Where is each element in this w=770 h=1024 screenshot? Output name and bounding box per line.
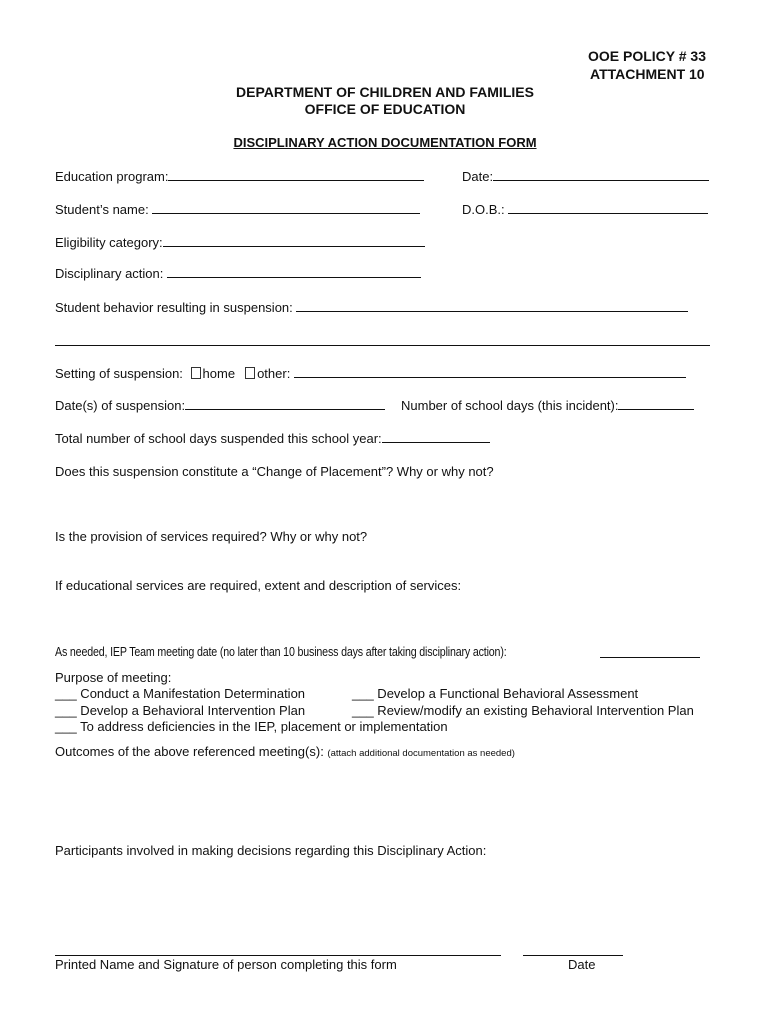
purpose-heading: Purpose of meeting: xyxy=(55,670,172,685)
home-label: home xyxy=(202,366,236,381)
purpose-option[interactable]: ___ Develop a Behavioral Intervention Plan xyxy=(55,703,306,718)
purpose-option[interactable]: ___ Develop a Functional Behavioral Assessment xyxy=(352,686,639,701)
setting-label: Setting of suspension: xyxy=(55,366,187,381)
date-field[interactable] xyxy=(462,169,709,184)
outcomes-field xyxy=(55,744,515,759)
dates-suspension-blank[interactable] xyxy=(185,398,385,410)
participants-label: Participants involved in making decisions regarding this Disciplinary Action: xyxy=(55,843,487,858)
num-days-field[interactable] xyxy=(401,398,694,413)
disciplinary-action-blank[interactable] xyxy=(167,266,421,278)
iep-meeting-field[interactable] xyxy=(55,644,606,659)
other-checkbox[interactable] xyxy=(245,367,255,379)
home-checkbox[interactable] xyxy=(191,367,201,379)
services-question: If educational services are required, extent and description of services: xyxy=(55,578,462,593)
education-program-blank[interactable] xyxy=(168,169,424,181)
eligibility-blank[interactable] xyxy=(163,235,425,247)
date-blank[interactable] xyxy=(493,169,709,181)
signature-date-line[interactable] xyxy=(523,955,623,956)
behavior-continuation-line[interactable] xyxy=(55,345,710,346)
signature-date-label: Date xyxy=(568,957,596,972)
total-days-field[interactable] xyxy=(55,431,490,446)
purpose-option[interactable]: ___ Conduct a Manifestation Determination xyxy=(55,686,306,701)
provision-question: Is the provision of services required? Why or why not? xyxy=(55,529,368,544)
outcomes-label: Outcomes of the above referenced meeting(s): xyxy=(55,744,328,759)
dates-suspension-field[interactable] xyxy=(55,398,385,413)
policy-number: OOE POLICY # 33 xyxy=(588,48,707,64)
education-program-label: Education program: xyxy=(55,169,169,184)
signature-label: Printed Name and Signature of person completing this form xyxy=(55,957,397,972)
eligibility-field[interactable] xyxy=(55,235,425,250)
iep-meeting-label: As needed, IEP Team meeting date (no later than 10 business days after taking disciplinary action): xyxy=(55,644,507,659)
disciplinary-action-label: Disciplinary action: xyxy=(55,266,167,281)
dob-field[interactable] xyxy=(462,202,708,217)
signature-line[interactable] xyxy=(55,955,501,956)
attachment-number: ATTACHMENT 10 xyxy=(590,66,705,82)
student-name-field[interactable] xyxy=(55,202,420,217)
behavior-field[interactable] xyxy=(55,300,688,315)
total-days-label: Total number of school days suspended this school year: xyxy=(55,431,382,446)
dob-blank[interactable] xyxy=(508,202,708,214)
student-name-blank[interactable] xyxy=(152,202,420,214)
total-days-blank[interactable] xyxy=(382,431,490,443)
num-days-blank[interactable] xyxy=(618,398,694,410)
dob-label: D.O.B.: xyxy=(462,202,509,217)
purpose-option[interactable]: ___ To address deficiencies in the IEP, placement or implementation xyxy=(55,719,448,734)
department-title: DEPARTMENT OF CHILDREN AND FAMILIES xyxy=(236,84,534,100)
disciplinary-action-field[interactable] xyxy=(55,266,421,281)
behavior-blank[interactable] xyxy=(296,300,688,312)
form-title: DISCIPLINARY ACTION DOCUMENTATION FORM xyxy=(233,135,537,150)
iep-meeting-blank[interactable] xyxy=(600,657,700,658)
purpose-option[interactable]: ___ Review/modify an existing Behavioral Intervention Plan xyxy=(352,703,694,718)
change-placement-question: Does this suspension constitute a “Change of Placement”? Why or why not? xyxy=(55,464,494,479)
setting-field[interactable] xyxy=(55,366,686,381)
dates-suspension-label: Date(s) of suspension: xyxy=(55,398,186,413)
outcomes-note: (attach additional documentation as needed) xyxy=(327,748,515,759)
num-days-label: Number of school days (this incident): xyxy=(401,398,619,413)
other-label: other: xyxy=(257,366,294,381)
behavior-label: Student behavior resulting in suspension: xyxy=(55,300,297,315)
other-blank[interactable] xyxy=(294,366,686,378)
office-title: OFFICE OF EDUCATION xyxy=(304,101,466,117)
student-name-label: Student’s name: xyxy=(55,202,153,217)
date-label: Date: xyxy=(462,169,494,184)
eligibility-label: Eligibility category: xyxy=(55,235,163,250)
education-program-field[interactable] xyxy=(55,169,424,184)
